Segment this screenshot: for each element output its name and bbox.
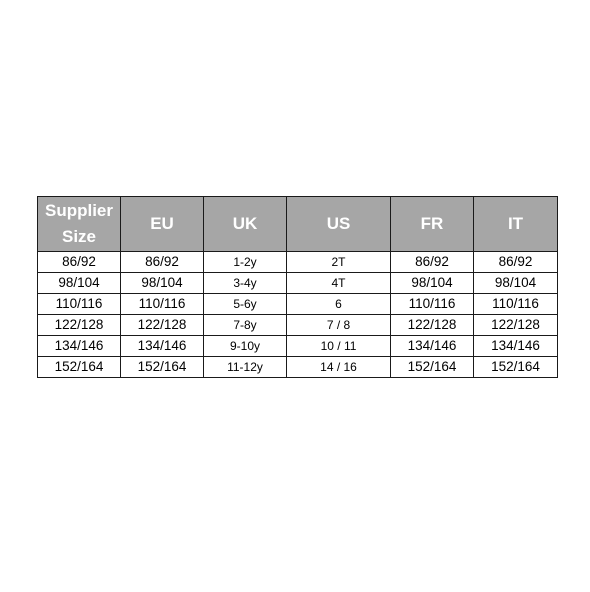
cell-us: 10 / 11 bbox=[287, 336, 391, 357]
cell-us: 2T bbox=[287, 252, 391, 273]
cell-fr: 134/146 bbox=[391, 336, 474, 357]
cell-it: 152/164 bbox=[474, 357, 558, 378]
cell-uk: 9-10y bbox=[204, 336, 287, 357]
cell-us: 6 bbox=[287, 294, 391, 315]
size-chart-table bbox=[37, 196, 558, 378]
cell-eu: 152/164 bbox=[121, 357, 204, 378]
header-uk: UK bbox=[204, 197, 287, 252]
table-row bbox=[38, 294, 558, 315]
table-row bbox=[38, 273, 558, 294]
cell-uk: 7-8y bbox=[204, 315, 287, 336]
cell-uk: 5-6y bbox=[204, 294, 287, 315]
cell-it: 98/104 bbox=[474, 273, 558, 294]
cell-fr: 152/164 bbox=[391, 357, 474, 378]
cell-fr: 122/128 bbox=[391, 315, 474, 336]
cell-it: 86/92 bbox=[474, 252, 558, 273]
cell-it: 134/146 bbox=[474, 336, 558, 357]
header-supplier-size: Supplier Size bbox=[38, 197, 121, 252]
header-eu: EU bbox=[121, 197, 204, 252]
cell-fr: 110/116 bbox=[391, 294, 474, 315]
cell-us: 14 / 16 bbox=[287, 357, 391, 378]
table-row bbox=[38, 336, 558, 357]
cell-supplier-size: 122/128 bbox=[38, 315, 121, 336]
size-chart-body bbox=[38, 252, 558, 378]
cell-us: 4T bbox=[287, 273, 391, 294]
table-row bbox=[38, 315, 558, 336]
header-fr: FR bbox=[391, 197, 474, 252]
cell-eu: 86/92 bbox=[121, 252, 204, 273]
cell-supplier-size: 110/116 bbox=[38, 294, 121, 315]
cell-uk: 1-2y bbox=[204, 252, 287, 273]
cell-fr: 86/92 bbox=[391, 252, 474, 273]
cell-eu: 98/104 bbox=[121, 273, 204, 294]
cell-fr: 98/104 bbox=[391, 273, 474, 294]
cell-it: 122/128 bbox=[474, 315, 558, 336]
cell-us: 7 / 8 bbox=[287, 315, 391, 336]
cell-eu: 134/146 bbox=[121, 336, 204, 357]
cell-eu: 122/128 bbox=[121, 315, 204, 336]
header-us: US bbox=[287, 197, 391, 252]
cell-supplier-size: 86/92 bbox=[38, 252, 121, 273]
cell-eu: 110/116 bbox=[121, 294, 204, 315]
table-row bbox=[38, 252, 558, 273]
size-chart-header bbox=[38, 197, 558, 252]
cell-supplier-size: 98/104 bbox=[38, 273, 121, 294]
table-row bbox=[38, 357, 558, 378]
header-row bbox=[38, 197, 558, 252]
cell-supplier-size: 134/146 bbox=[38, 336, 121, 357]
cell-uk: 11-12y bbox=[204, 357, 287, 378]
cell-it: 110/116 bbox=[474, 294, 558, 315]
header-it: IT bbox=[474, 197, 558, 252]
cell-supplier-size: 152/164 bbox=[38, 357, 121, 378]
cell-uk: 3-4y bbox=[204, 273, 287, 294]
